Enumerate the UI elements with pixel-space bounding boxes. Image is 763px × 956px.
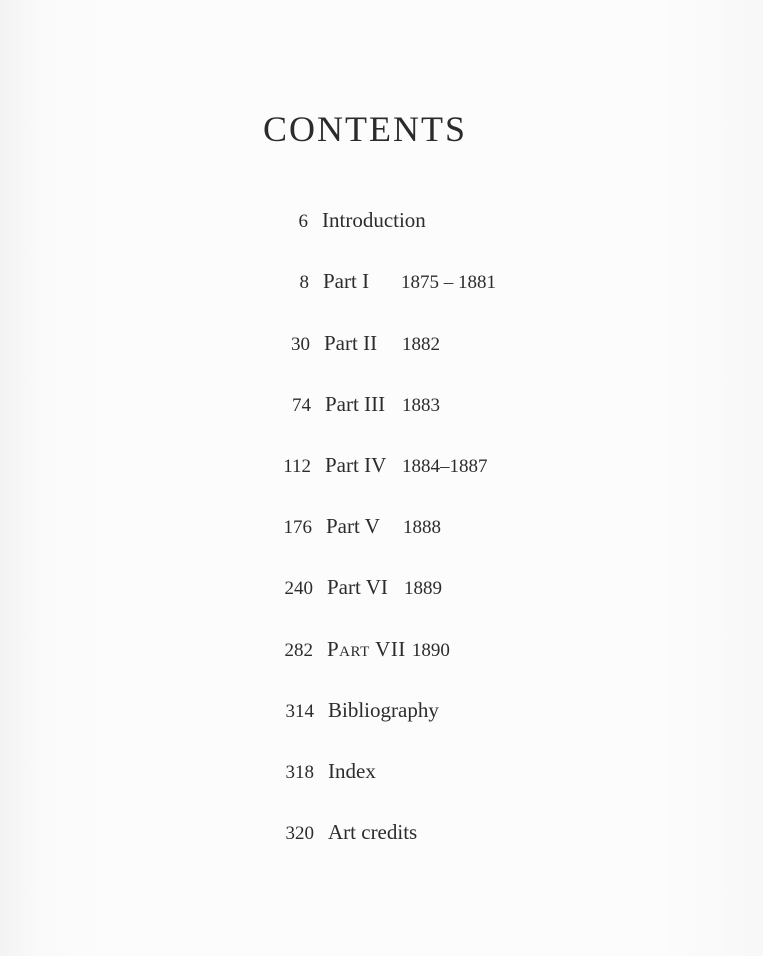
- toc-entry-part-5: [252, 514, 441, 544]
- toc-entry-part-3: [251, 392, 440, 422]
- toc-label: Part III: [325, 392, 386, 416]
- toc-label: Part VII: [327, 637, 406, 661]
- toc-entry-introduction: [248, 208, 426, 238]
- toc-page-number: 30: [291, 334, 310, 355]
- toc-page-number: 74: [292, 395, 311, 416]
- toc-entry-part-1: [249, 269, 496, 299]
- toc-page-number: 320: [285, 823, 314, 844]
- toc-page-number: 282: [284, 640, 313, 661]
- toc-entry-part-6: [253, 575, 442, 605]
- page-title: CONTENTS: [263, 109, 467, 149]
- toc-label: Part V: [326, 514, 380, 538]
- toc-years: 1882: [402, 334, 440, 355]
- toc-page-number: 6: [298, 211, 308, 232]
- toc-page-number: 112: [283, 456, 311, 477]
- toc-page-number: 240: [284, 578, 313, 599]
- toc-years: 1890: [411, 640, 450, 661]
- toc-page-number: 8: [299, 272, 309, 293]
- toc-label: Bibliography: [328, 698, 439, 722]
- toc-entry-index: [254, 759, 376, 789]
- toc-years: 1889: [404, 578, 442, 599]
- toc-entry-part-2: [250, 331, 440, 361]
- toc-page-number: 176: [283, 517, 312, 538]
- toc-label: Part IV: [325, 453, 387, 477]
- toc-years: 1875 – 1881: [401, 272, 496, 293]
- toc-years: 1888: [403, 517, 441, 538]
- toc-label: Part VI: [327, 575, 388, 599]
- toc-label: Index: [328, 759, 376, 783]
- toc-label: Part I: [323, 269, 370, 293]
- toc-label: Art credits: [328, 820, 418, 844]
- toc-entry-part-7: [253, 637, 450, 667]
- toc-years: 1883: [402, 395, 440, 416]
- toc-label: Introduction: [322, 208, 426, 232]
- toc-entry-bibliography: [254, 698, 439, 728]
- toc-page-number: 314: [285, 701, 314, 722]
- toc-years: 1884–1887: [402, 456, 488, 477]
- toc-entry-art-credits: [254, 820, 417, 850]
- toc-entry-part-4: [251, 453, 488, 483]
- toc-page-number: 318: [285, 762, 314, 783]
- toc-label: Part II: [324, 331, 378, 355]
